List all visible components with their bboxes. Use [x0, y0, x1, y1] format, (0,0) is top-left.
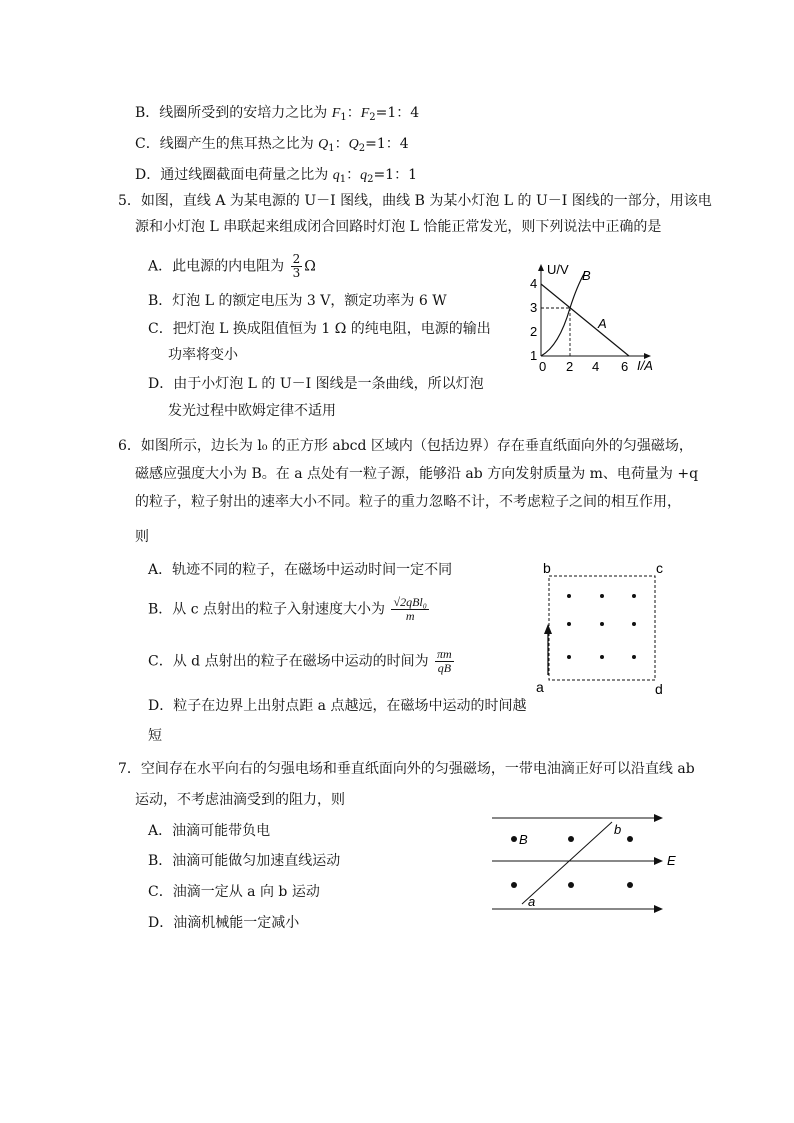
field-dot-icon: [511, 836, 517, 842]
field-dot-icon: [627, 836, 633, 842]
y-tick: 1: [530, 348, 538, 363]
x-tick: 4: [592, 359, 600, 374]
q5-option-c-line2: 功率将变小: [168, 347, 238, 363]
fraction: $\frac{\text{√2qBl₀}}{m}$: [393, 595, 427, 623]
q5-option-a: A．此电源的内电阻为 $\frac{2}{3}$ Ω: [148, 252, 316, 280]
line-a: [541, 284, 629, 356]
q6-option-a: A．轨迹不同的粒子，在磁场中运动时间一定不同: [148, 562, 453, 578]
b-field-label: B: [519, 832, 528, 847]
field-dot-icon: [632, 594, 636, 598]
q5-stem-line2: 源和小灯泡 L 串联起来组成闭合回路时灯泡 L 恰能正常发光，则下列说法中正确的是: [135, 219, 662, 235]
field-dot-icon: [600, 594, 604, 598]
q4-option-b: B．线圈所受到的安培力之比为 $F_1$：$F_2=1$：4: [135, 105, 420, 123]
arrow-head-icon: [654, 905, 663, 913]
corner-a-label: a: [536, 679, 544, 695]
corner-c-label: c: [656, 560, 663, 576]
q6-stem-line4: 则: [135, 529, 149, 545]
q4-option-d: D．通过线圈截面电荷量之比为 $q_1$：$q_2=1$：1: [135, 167, 417, 185]
q6-option-b: B．从 c 点射出的粒子入射速度大小为 $\frac{\text{√2qBl₀}}{m}$: [148, 595, 427, 623]
path-ab: [522, 822, 612, 904]
q7-option-b: B．油滴可能做匀加速直线运动: [148, 853, 341, 869]
ui-graph: [525, 258, 665, 378]
q6-stem-line3: 的粒子，粒子射出的速率大小不同。粒子的重力忽略不计，不考虑粒子之间的相互作用，: [135, 494, 681, 510]
q6-stem-line1: 6．如图所示，边长为 l₀ 的正方形 abcd 区域内（包括边界）存在垂直纸面向外的匀强磁场，: [118, 438, 693, 454]
x-tick: 6: [621, 359, 629, 374]
q7-stem-line1: 7．空间存在水平向右的匀强电场和垂直纸面向外的匀强磁场，一带电油滴正好可以沿直线 ab: [118, 761, 695, 777]
arrow-head-icon: [654, 857, 663, 865]
x-tick: 2: [566, 359, 574, 374]
fraction: $\frac{2}{3}$: [292, 252, 301, 280]
field-dot-icon: [567, 655, 571, 659]
field-dot-icon: [632, 655, 636, 659]
corner-d-label: d: [655, 681, 663, 697]
q6-stem-line2: 磁感应强度大小为 B。在 a 点处有一粒子源，能够沿 ab 方向发射质量为 m、电荷量为 +q: [135, 466, 699, 482]
q5-option-d-line2: 发光过程中欧姆定律不适用: [168, 403, 336, 419]
q7-option-c: C．油滴一定从 a 向 b 运动: [148, 884, 320, 900]
point-a-label: a: [528, 894, 536, 909]
field-dot-icon: [600, 655, 604, 659]
y-tick: 2: [530, 324, 538, 339]
field-boundary: [549, 576, 655, 680]
q6-option-c: C．从 d 点射出的粒子在磁场中运动的时间为 $\frac{\pi m}{qB}$: [148, 647, 452, 675]
arrow-head-icon: [654, 814, 663, 822]
q5-option-c-line1: C．把灯泡 L 换成阻值恒为 1 Ω 的纯电阻，电源的输出: [148, 321, 491, 337]
q4-option-c: C．线圈产生的焦耳热之比为 $Q_1$：$Q_2=1$：4: [135, 136, 409, 154]
q6-option-d-line2: 短: [148, 728, 162, 744]
q7-option-d: D．油滴机械能一定减小: [148, 915, 300, 931]
square-field-diagram: [533, 560, 673, 698]
field-dot-icon: [627, 882, 633, 888]
field-dot-icon: [567, 594, 571, 598]
x-axis-label: I/A: [637, 358, 653, 373]
q5-option-d-line1: D．由于小灯泡 L 的 U－I 图线是一条曲线，所以灯泡: [148, 376, 484, 392]
curve-b-label: B: [582, 268, 591, 283]
field-dot-icon: [568, 882, 574, 888]
q6-option-d-line1: D．粒子在边界上出射点距 a 点越远，在磁场中运动的时间越: [148, 698, 527, 714]
fraction: $\frac{\pi m}{qB}$: [437, 647, 452, 675]
arrow-head-icon: [544, 624, 552, 634]
field-dot-icon: [567, 622, 571, 626]
q7-stem-line2: 运动，不考虑油滴受到的阻力，则: [135, 792, 345, 808]
line-a-label: A: [598, 316, 607, 331]
y-axis-arrow-icon: [538, 264, 544, 271]
q5-stem-line1: 5．如图，直线 A 为某电源的 U－I 图线，曲线 B 为某小灯泡 L 的 U－I 图线的一部分，用该电: [118, 193, 712, 209]
point-b-label: b: [614, 822, 622, 837]
q7-option-a: A．油滴可能带负电: [148, 823, 271, 839]
q5-option-b: B．灯泡 L 的额定电压为 3 V，额定功率为 6 W: [148, 293, 447, 309]
field-dot-icon: [632, 622, 636, 626]
field-dot-icon: [600, 622, 604, 626]
corner-b-label: b: [543, 560, 551, 576]
field-dot-icon: [568, 836, 574, 842]
y-axis-label: U/V: [547, 262, 569, 277]
x-tick: 0: [539, 359, 547, 374]
field-line-diagram: [490, 808, 685, 920]
y-tick: 3: [530, 300, 538, 315]
e-field-label: E: [667, 853, 676, 868]
y-tick: 4: [530, 276, 538, 291]
field-dot-icon: [511, 882, 517, 888]
